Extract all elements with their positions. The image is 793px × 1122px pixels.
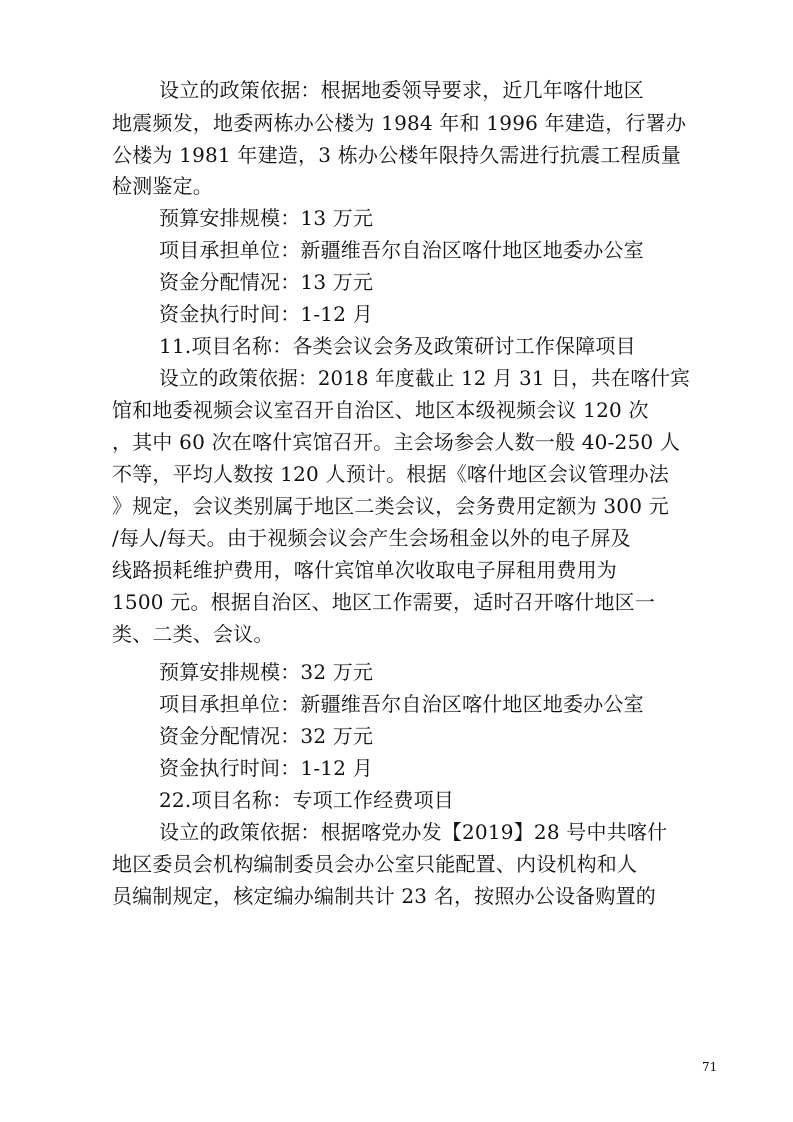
text-line: 线路损耗维护费用，喀什宾馆单次收取电子屏租用费用为 (112, 558, 617, 582)
text-line: 类、二类、会议。 (112, 622, 274, 646)
page-number: 71 (702, 1060, 718, 1074)
text-line: 资金分配情况：13 万元 (159, 270, 374, 294)
text-line: 资金分配情况：32 万元 (159, 724, 374, 748)
text-line: 公楼为 1981 年建造，3 栋办公楼年限持久需进行抗震工程质量 (112, 143, 682, 167)
text-line: 不等，平均人数按 120 人预计。根据《喀什地区会议管理办法 (112, 462, 669, 486)
text-line: 预算安排规模：32 万元 (159, 660, 374, 684)
text-line: 馆和地委视频会议室召开自治区、地区本级视频会议 120 次 (112, 398, 649, 422)
text-line: 项目承担单位：新疆维吾尔自治区喀什地区地委办公室 (159, 238, 644, 262)
section-heading: 22.项目名称：专项工作经费项目 (159, 788, 455, 812)
text-line: 1500 元。根据自治区、地区工作需要，适时召开喀什地区一 (112, 590, 656, 614)
text-line: 资金执行时间：1-12 月 (159, 302, 373, 326)
text-line: 资金执行时间：1-12 月 (159, 756, 373, 780)
text-line: 检测鉴定。 (112, 174, 213, 198)
text-line: 地区委员会机构编制委员会办公室只能配置、内设机构和人 (112, 852, 638, 876)
text-line: 地震频发，地委两栋办公楼为 1984 年和 1996 年建造，行署办 (112, 111, 687, 135)
text-line: 员编制规定，核定编办编制共计 23 名，按照办公设备购置的 (112, 884, 656, 908)
text-line: 设立的政策依据：根据喀党办发【2019】28 号中共喀什 (159, 820, 668, 844)
text-line: ，其中 60 次在喀什宾馆召开。主会场参会人数一般 40-250 人 (112, 430, 681, 454)
text-line: 设立的政策依据：2018 年度截止 12 月 31 日，共在喀什宾 (159, 366, 691, 390)
text-line: 设立的政策依据：根据地委领导要求，近几年喀什地区 (159, 78, 644, 102)
text-line: /每人/每天。由于视频会议会产生会场租金以外的电子屏及 (112, 526, 631, 550)
section-heading: 11.项目名称：各类会议会务及政策研讨工作保障项目 (159, 334, 636, 358)
text-line: 预算安排规模：13 万元 (159, 206, 374, 230)
text-line: 》规定，会议类别属于地区二类会议，会务费用定额为 300 元 (112, 494, 669, 518)
text-line: 项目承担单位：新疆维吾尔自治区喀什地区地委办公室 (159, 692, 644, 716)
